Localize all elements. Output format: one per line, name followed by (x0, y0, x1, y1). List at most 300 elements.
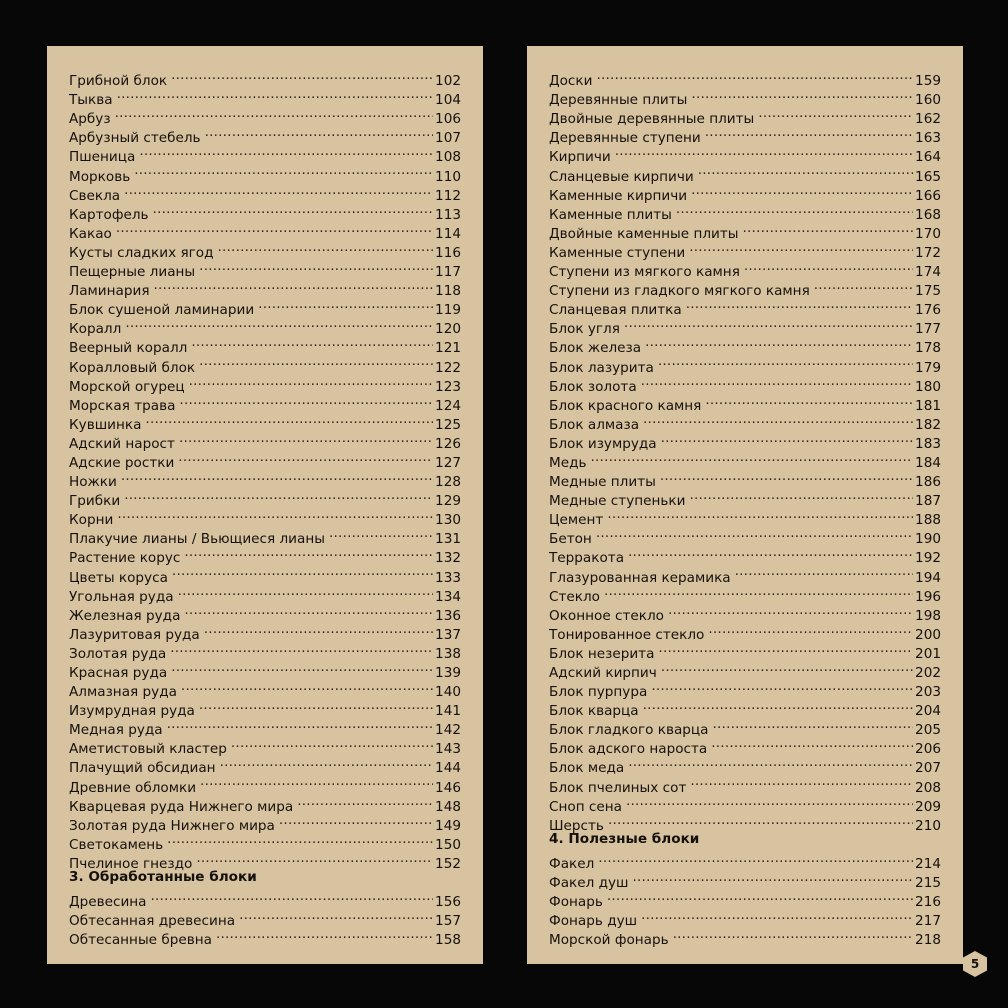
dot-leader (641, 372, 913, 391)
toc-entry-page: 157 (435, 913, 461, 930)
toc-entry-page: 179 (915, 359, 941, 376)
toc-entry-page: 144 (435, 760, 461, 777)
toc-entry-title: Кувшинка (69, 416, 142, 433)
toc-entry-title: Блок кварца (549, 703, 639, 720)
toc-entry-title: Картофель (69, 206, 149, 223)
dot-leader (705, 123, 913, 142)
toc-entry-title: Блок пчелиных сот (549, 779, 687, 796)
toc-entry-page: 184 (915, 454, 941, 471)
toc-entry-page: 186 (915, 474, 941, 491)
toc-entry-title: Красная руда (69, 665, 168, 681)
toc-entry-page: 130 (435, 512, 461, 529)
toc-entry[interactable] (549, 543, 941, 567)
toc-entry-title: Блок изумруда (549, 435, 657, 452)
left-page (47, 46, 483, 964)
toc-entry-title: Сланцевая плитка (549, 302, 682, 319)
toc-entry-page: 210 (915, 817, 941, 834)
dot-leader (134, 161, 433, 180)
toc-entry-title: Блок адского нароста (549, 741, 708, 758)
toc-entry-page: 174 (915, 264, 941, 281)
toc-entry-title: Блок пурпура (549, 684, 648, 701)
dot-leader (151, 887, 434, 906)
toc-entry[interactable] (549, 868, 941, 892)
toc-entry-title: Морской огурец (69, 378, 185, 395)
dot-leader (178, 448, 433, 467)
toc-entry-title: Факел (549, 855, 595, 872)
toc-entry[interactable] (69, 238, 461, 261)
toc-entry-title: Грибной блок (69, 73, 168, 90)
toc-entry-title: Ступени из мягкого камня (549, 264, 740, 281)
dot-leader (184, 543, 433, 562)
dot-leader (191, 333, 433, 352)
dot-leader (199, 696, 433, 715)
toc-entry-page: 209 (915, 798, 941, 815)
toc-entry-page: 118 (435, 283, 461, 300)
dot-leader (199, 257, 433, 276)
toc-entry-title: Фонарь душ (549, 913, 638, 930)
dot-leader (117, 85, 433, 104)
toc-entry-page: 133 (435, 569, 461, 586)
toc-entry-title: Блок незерита (549, 645, 655, 662)
dot-leader (200, 772, 433, 791)
toc-entry[interactable] (549, 582, 941, 605)
toc-entry-page: 141 (435, 703, 461, 720)
toc-entry-title: Растение корус (69, 550, 181, 567)
dot-leader (690, 772, 913, 791)
toc-entry-title: Плачущий обсидиан (69, 760, 216, 777)
dot-leader (239, 906, 433, 925)
toc-entry-page: 181 (915, 397, 941, 414)
toc-entry-title: Блок красного камня (549, 397, 702, 414)
toc-entry-page: 125 (435, 416, 461, 433)
toc-entry[interactable] (69, 200, 461, 223)
toc-entry-title: Грибки (69, 493, 121, 510)
toc-entry-page: 121 (435, 340, 461, 357)
dot-leader (596, 524, 913, 543)
toc-entry-page: 187 (915, 493, 941, 510)
dot-leader (713, 715, 914, 734)
toc-entry-page: 158 (435, 932, 461, 949)
dot-leader (181, 677, 433, 696)
toc-entry-title: Терракота (549, 550, 625, 567)
toc-entry-page: 200 (915, 626, 941, 643)
toc-entry-title: Древние обломки (69, 779, 197, 796)
dot-leader (698, 161, 913, 180)
dot-leader (125, 314, 433, 333)
toc-entry-page: 194 (915, 569, 941, 586)
toc-entry-page: 110 (435, 168, 461, 185)
dot-leader (199, 352, 433, 371)
toc-entry-page: 136 (435, 607, 461, 624)
toc-entry-title: Обтесанные бревна (69, 932, 212, 949)
toc-entry-page: 117 (435, 264, 461, 281)
toc-entry-page: 201 (915, 645, 941, 662)
toc-entry-page: 112 (435, 187, 461, 204)
dot-leader (204, 620, 433, 639)
dot-leader (196, 849, 433, 868)
dot-leader (743, 219, 914, 238)
toc-entry-page: 139 (435, 665, 461, 681)
toc-entry-title: Бетон (549, 531, 592, 548)
dot-leader (258, 295, 433, 314)
toc-entry-page: 138 (435, 645, 461, 662)
toc-entry-title: Каменные кирпичи (549, 187, 688, 204)
dot-leader (660, 467, 913, 486)
dot-leader (628, 753, 913, 772)
toc-entry-page: 108 (435, 149, 461, 166)
toc-entry-title: Пшеница (69, 149, 136, 166)
toc-entry-title: Свекла (69, 187, 121, 204)
toc-entry-page: 148 (435, 798, 461, 815)
toc-entry-title: Двойные каменные плиты (549, 225, 739, 242)
toc-entry-title: Фонарь (549, 894, 603, 911)
toc-entry-page: 207 (915, 760, 941, 777)
toc-entry-page: 126 (435, 435, 461, 452)
toc-entry-title: Деревянные плиты (549, 92, 688, 109)
dot-leader (171, 658, 433, 677)
section-heading: 4. Полезные блоки (549, 830, 700, 847)
toc-entry-page: 198 (915, 607, 941, 624)
toc-entry-page: 188 (915, 512, 941, 529)
dot-leader (279, 811, 433, 830)
toc-entry-title: Золотая руда Нижнего мира (69, 817, 275, 834)
dot-leader (189, 372, 433, 391)
toc-entry-title: Факел душ (549, 875, 629, 892)
toc-entry-title: Аметистовый кластер (69, 741, 227, 758)
toc-entry-title: Угольная руда (69, 588, 174, 605)
dot-leader (758, 104, 913, 123)
toc-entry-title: Оконное стекло (549, 607, 664, 624)
toc-entry-page: 216 (915, 894, 941, 911)
dot-leader (596, 66, 913, 85)
toc-entry-title: Морская трава (69, 397, 176, 414)
toc-entry-title: Доски (549, 73, 593, 90)
dot-leader (607, 887, 913, 906)
dot-leader (121, 467, 433, 486)
dot-leader (661, 658, 913, 677)
toc-entry-page: 150 (435, 836, 461, 853)
toc-entry-title: Кирпичи (549, 149, 611, 166)
dot-leader (658, 639, 913, 658)
toc-entry-title: Лазуритовая руда (69, 626, 200, 643)
dot-leader (814, 276, 913, 295)
toc-entry-page: 129 (435, 493, 461, 510)
toc-entry[interactable] (549, 601, 941, 624)
toc-entry-page: 122 (435, 359, 461, 376)
dot-leader (170, 639, 433, 658)
toc-entry-title: Глазурованная керамика (549, 569, 731, 586)
toc-entry-page: 205 (915, 722, 941, 739)
dot-leader (689, 486, 913, 505)
dot-leader (153, 200, 434, 219)
dot-leader (604, 582, 913, 601)
dot-leader (651, 677, 913, 696)
toc-entry-page: 164 (915, 149, 941, 166)
toc-entry-title: Медная руда (69, 722, 163, 739)
toc-entry[interactable] (69, 181, 461, 204)
toc-entry-title: Стекло (549, 588, 600, 605)
toc-entry-page: 143 (435, 741, 461, 758)
toc-entry-title: Блок железа (549, 340, 642, 357)
dot-leader (124, 181, 433, 200)
dot-leader (645, 333, 913, 352)
dot-leader (607, 505, 913, 524)
toc-entry[interactable] (549, 849, 941, 872)
toc-entry-title: Адские ростки (69, 454, 175, 471)
dot-leader (691, 85, 913, 104)
toc-entry-page: 113 (435, 206, 461, 223)
dot-leader (220, 753, 433, 772)
toc-entry-page: 159 (915, 73, 941, 90)
dot-leader (178, 582, 433, 601)
toc-entry-title: Деревянные ступени (549, 130, 701, 147)
dot-leader (691, 181, 913, 200)
toc-entry-page: 116 (435, 244, 461, 261)
toc-entry-title: Тонированное стекло (549, 626, 705, 643)
toc-entry-page: 134 (435, 588, 461, 605)
toc-entry[interactable] (69, 219, 461, 242)
toc-entry[interactable] (549, 811, 941, 834)
toc-entry-page: 152 (435, 855, 461, 872)
dot-leader (689, 238, 913, 257)
toc-entry-title: Какао (69, 225, 112, 242)
toc-entry-page: 123 (435, 378, 461, 395)
toc-entry-page: 183 (915, 435, 941, 452)
toc-entry[interactable] (69, 66, 461, 90)
toc-entry[interactable] (69, 887, 461, 911)
dot-leader (167, 830, 433, 849)
toc-entry-page: 128 (435, 474, 461, 491)
toc-entry-title: Древесина (69, 894, 147, 911)
toc-entry-page: 177 (915, 321, 941, 338)
dot-leader (711, 734, 913, 753)
dot-leader (615, 142, 913, 161)
dot-leader (172, 562, 433, 581)
right-page (527, 46, 963, 964)
dot-leader (231, 734, 433, 753)
toc-entry-page: 217 (915, 913, 941, 930)
toc-entry-page: 168 (915, 206, 941, 223)
dot-leader (591, 448, 914, 467)
toc-entry-page: 204 (915, 703, 941, 720)
toc-entry-page: 172 (915, 244, 941, 261)
dot-leader (297, 792, 433, 811)
toc-entry-title: Блок гладкого кварца (549, 722, 709, 739)
toc-entry-page: 162 (915, 111, 941, 128)
toc-entry[interactable] (69, 104, 461, 128)
toc-entry-page: 182 (915, 416, 941, 433)
toc-entry-page: 124 (435, 397, 461, 414)
toc-entry[interactable] (69, 505, 461, 529)
toc-entry-page: 203 (915, 684, 941, 701)
toc-entry[interactable] (549, 505, 941, 529)
dot-leader (705, 391, 913, 410)
dot-leader (658, 352, 913, 371)
dot-leader (708, 620, 913, 639)
dot-leader (205, 123, 433, 142)
toc-entry-title: Золотая руда (69, 645, 167, 662)
dot-leader (626, 792, 913, 811)
toc-entry-page: 142 (435, 722, 461, 739)
toc-entry-title: Ламинария (69, 283, 150, 300)
toc-entry-page: 180 (915, 378, 941, 395)
toc-entry[interactable] (549, 66, 941, 90)
toc-entry-page: 149 (435, 817, 461, 834)
toc-entry-page: 196 (915, 588, 941, 605)
dot-leader (673, 925, 913, 944)
section-heading: 3. Обработанные блоки (69, 868, 257, 885)
dot-leader (668, 601, 913, 620)
toc-entry-page: 114 (435, 225, 461, 242)
toc-entry-title: Плакучие лианы / Вьющиеся лианы (69, 531, 325, 548)
dot-leader (217, 238, 433, 257)
dot-leader (598, 849, 913, 868)
toc-entry-title: Цветы коруса (69, 569, 168, 586)
toc-entry-title: Адский кирпич (549, 665, 657, 681)
toc-entry-title: Цемент (549, 512, 604, 529)
toc-entry-title: Медные ступеньки (549, 493, 686, 510)
dot-leader (179, 391, 433, 410)
toc-entry[interactable] (69, 314, 461, 338)
dot-leader (735, 562, 913, 581)
toc-entry-title: Изумрудная руда (69, 703, 195, 720)
dot-leader (744, 257, 913, 276)
toc-entry-page: 131 (435, 531, 461, 548)
toc-entry-title: Двойные деревянные плиты (549, 111, 755, 128)
dot-leader (139, 142, 433, 161)
toc-entry-title: Каменные плиты (549, 206, 672, 223)
toc-entry[interactable] (69, 467, 461, 491)
dot-leader (124, 486, 433, 505)
toc-entry-page: 208 (915, 779, 941, 796)
toc-entry[interactable] (549, 85, 941, 109)
toc-entry-title: Арбузный стебель (69, 130, 201, 147)
toc-entry[interactable] (69, 123, 461, 147)
dot-leader (145, 410, 433, 429)
page-number-badge (962, 950, 988, 978)
toc-entry-page: 104 (435, 92, 461, 109)
toc-entry-title: Морковь (69, 168, 131, 185)
dot-leader (661, 429, 913, 448)
dot-leader (608, 811, 913, 830)
toc-entry-page: 202 (915, 665, 941, 681)
dot-leader (643, 696, 913, 715)
toc-entry-page: 146 (435, 779, 461, 796)
toc-entry-page: 175 (915, 283, 941, 300)
dot-leader (179, 429, 433, 448)
dot-leader (154, 276, 434, 295)
toc-entry[interactable] (69, 333, 461, 357)
toc-entry-title: Корни (69, 512, 114, 529)
dot-leader (171, 66, 433, 85)
dot-leader (633, 868, 914, 887)
toc-entry-title: Ступени из гладкого мягкого камня (549, 283, 810, 300)
toc-entry-title: Коралловый блок (69, 359, 196, 376)
page-number: 5 (970, 957, 980, 971)
dot-leader (216, 925, 433, 944)
toc-entry-page: 132 (435, 550, 461, 567)
toc-entry-page: 218 (915, 932, 941, 949)
toc-entry-title: Медные плиты (549, 474, 656, 491)
toc-entry[interactable] (549, 906, 941, 930)
toc-entry-page: 127 (435, 454, 461, 471)
toc-entry[interactable] (549, 887, 941, 911)
toc-entry-page: 170 (915, 225, 941, 242)
toc-entry-title: Медь (549, 454, 587, 471)
dot-leader (116, 219, 433, 238)
toc-entry[interactable] (549, 467, 941, 491)
dot-leader (628, 543, 913, 562)
toc-entry-page: 165 (915, 168, 941, 185)
toc-entry[interactable] (69, 486, 461, 510)
toc-entry-title: Блок алмаза (549, 416, 640, 433)
toc-entry-title: Кусты сладких ягод (69, 244, 214, 261)
toc-entry-page: 176 (915, 302, 941, 319)
toc-entry-page: 119 (435, 302, 461, 319)
toc-entry-title: Адский нарост (69, 435, 175, 452)
toc-entry-page: 140 (435, 684, 461, 701)
toc-entry-title: Блок золота (549, 378, 637, 395)
dot-leader (686, 295, 913, 314)
toc-entry-title: Сланцевые кирпичи (549, 168, 694, 185)
toc-entry-title: Пчелиное гнездо (69, 855, 193, 872)
dot-leader (641, 906, 913, 925)
toc-entry-title: Пещерные лианы (69, 264, 196, 281)
toc-entry-page: 102 (435, 73, 461, 90)
toc-entry-page: 120 (435, 321, 461, 338)
dot-leader (676, 200, 913, 219)
toc-entry-page: 190 (915, 531, 941, 548)
toc-entry-title: Тыква (69, 92, 113, 109)
toc-entry-title: Арбуз (69, 111, 111, 128)
toc-entry-page: 166 (915, 187, 941, 204)
dot-leader (329, 524, 433, 543)
toc-entry-page: 163 (915, 130, 941, 147)
toc-entry-page: 192 (915, 550, 941, 567)
dot-leader (184, 601, 433, 620)
toc-entry-page: 137 (435, 626, 461, 643)
toc-entry-title: Железная руда (69, 607, 181, 624)
toc-entry-title: Морской фонарь (549, 932, 669, 949)
toc-entry-title: Обтесанная древесина (69, 913, 236, 930)
toc-entry-title: Блок меда (549, 760, 625, 777)
dot-leader (167, 715, 433, 734)
toc-entry-page: 156 (435, 894, 461, 911)
toc-entry-page: 107 (435, 130, 461, 147)
toc-entry[interactable] (549, 448, 941, 471)
toc-entry-title: Алмазная руда (69, 684, 177, 701)
dot-leader (643, 410, 913, 429)
toc-entry-title: Коралл (69, 321, 122, 338)
toc-entry-title: Кварцевая руда Нижнего мира (69, 798, 294, 815)
toc-entry-page: 106 (435, 111, 461, 128)
toc-entry[interactable] (69, 524, 461, 548)
toc-entry-title: Веерный коралл (69, 340, 188, 357)
toc-entry-title: Блок лазурита (549, 359, 654, 376)
toc-entry[interactable] (69, 85, 461, 109)
toc-entry-page: 206 (915, 741, 941, 758)
toc-entry-title: Ножки (69, 474, 117, 491)
toc-entry-title: Сноп сена (549, 798, 622, 815)
toc-entry-title: Блок угля (549, 321, 620, 338)
toc-entry-title: Шерсть (549, 817, 604, 834)
toc-entry-page: 215 (915, 875, 941, 892)
toc-entry-page: 160 (915, 92, 941, 109)
toc-entry-title: Светокамень (69, 836, 164, 853)
toc-entry[interactable] (549, 524, 941, 548)
dot-leader (117, 505, 433, 524)
toc-entry-title: Каменные ступени (549, 244, 686, 261)
